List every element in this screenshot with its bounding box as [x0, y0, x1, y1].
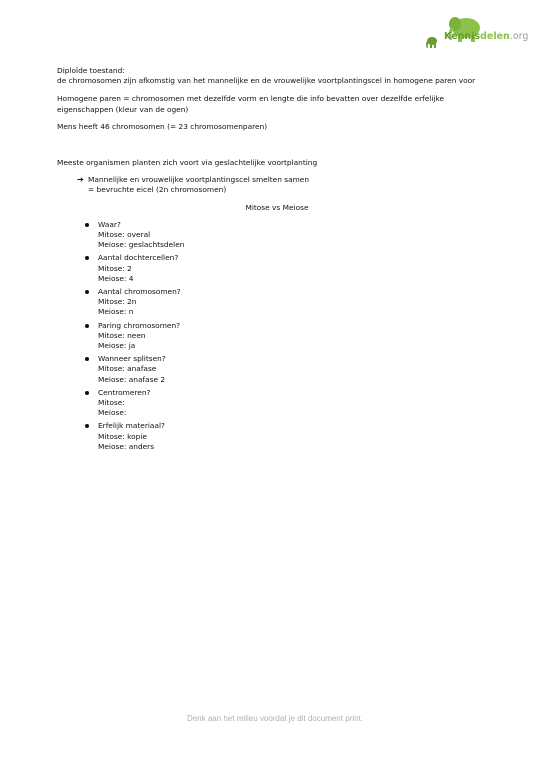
list-item: Erfelijk materiaal? Mitose: kopie Meiose: anders: [57, 421, 497, 452]
list-item: Aantal dochtercellen? Mitose: 2 Meiose: 4: [57, 253, 497, 284]
mens-paragraph: Mens heeft 46 chromosomen (= 23 chromosomenparen): [57, 121, 268, 131]
list-item: Centromeren? Mitose: Meiose:: [57, 388, 497, 419]
list-item: Paring chromosomen? Mitose: neen Meiose: ja: [57, 321, 497, 352]
bullet-icon: [85, 391, 89, 395]
bullet-icon: [85, 290, 89, 294]
document-body: [57, 66, 497, 455]
comparison-list: [57, 220, 497, 452]
arrow-line-2: = bevruchte eicel (2n chromosomen): [88, 185, 227, 195]
arrow-line-1: Mannelijke en vrouwelijke voortplantingscel smelten samen: [88, 175, 310, 185]
bullet-icon: [85, 357, 89, 361]
footer-note: Denk aan het milieu voordat je dit document print.: [186, 714, 364, 723]
list-item: Aantal chromosomen? Mitose: 2n Meiose: n: [57, 287, 497, 318]
bullet-icon: [85, 223, 89, 227]
bullet-icon: [85, 324, 89, 328]
arrow-right-icon: ➔: [77, 175, 84, 185]
meeste-paragraph: Meeste organismen planten zich voort via geslachtelijke voortplanting: [57, 158, 318, 168]
section-title: Mitose vs Meiose: [245, 202, 309, 212]
arrow-list-item: [57, 175, 497, 195]
bullet-icon: [85, 256, 89, 260]
list-item: Waar? Mitose: overal Meiose: geslachtsdelen: [57, 220, 497, 251]
list-item: Wanneer splitsen? Mitose: anafase Meiose: anafase 2: [57, 354, 497, 385]
bullet-icon: [85, 424, 89, 428]
homogene-paragraph: Homogene paren = chromosomen met dezelfde vorm en lengte die info bevatten over dezelfde erfelijke eigenschappen (kleur van de ogen): [57, 94, 445, 114]
logo: [420, 14, 535, 54]
intro-heading: Diploïde toestand:: [57, 66, 125, 75]
logo-text: Kennisdelen.org: [444, 31, 529, 42]
intro-text: de chromosomen zijn afkomstig van het mannelijke en de vrouwelijke voortplantingscel in homogene paren voor: [57, 76, 476, 86]
